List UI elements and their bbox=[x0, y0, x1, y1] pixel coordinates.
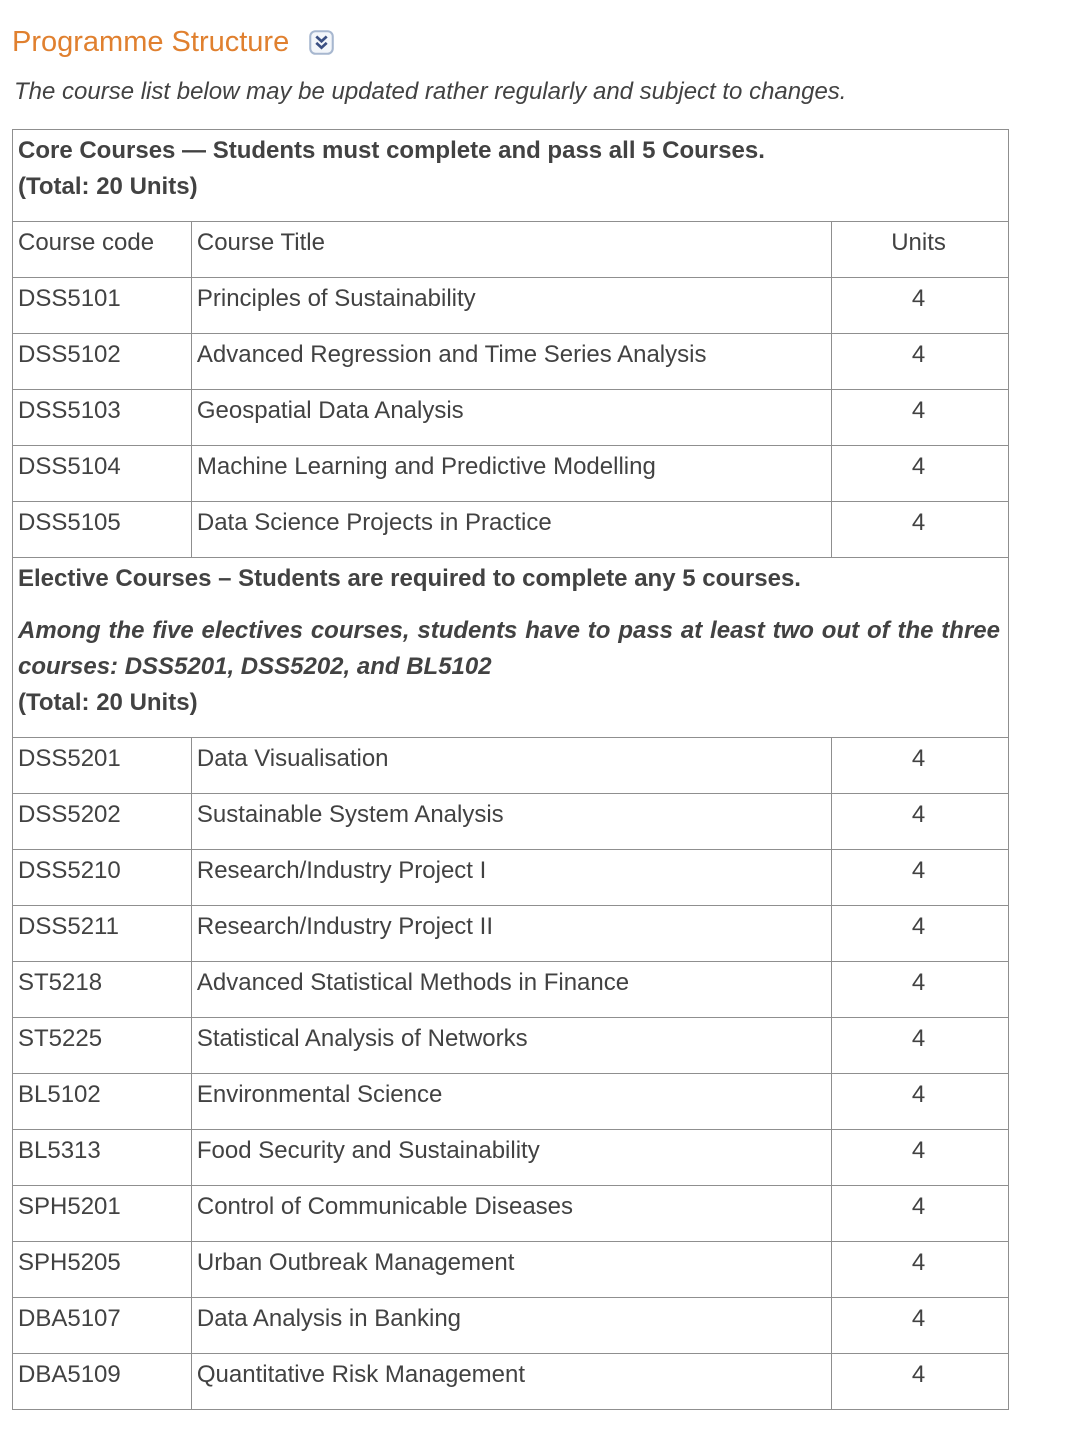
course-units: 4 bbox=[832, 446, 1009, 502]
course-code: DSS5201 bbox=[13, 738, 192, 794]
section-heading: Elective Courses – Students are required to complete any 5 courses. bbox=[18, 565, 801, 593]
column-header-units: Units bbox=[832, 222, 1009, 278]
course-title: Data Science Projects in Practice bbox=[191, 502, 831, 558]
course-title: Advanced Statistical Methods in Finance bbox=[191, 962, 831, 1018]
course-code: DSS5211 bbox=[13, 906, 192, 962]
course-row bbox=[13, 446, 1009, 502]
course-code: ST5225 bbox=[13, 1018, 192, 1074]
course-code: DBA5107 bbox=[13, 1298, 192, 1354]
course-units: 4 bbox=[832, 1298, 1009, 1354]
course-title: Environmental Science bbox=[191, 1074, 831, 1130]
section-heading: Core Courses — Students must complete and pass all 5 Courses. bbox=[18, 137, 765, 165]
course-units: 4 bbox=[832, 334, 1009, 390]
section-total: (Total: 20 Units) bbox=[18, 689, 198, 717]
course-code: SPH5205 bbox=[13, 1242, 192, 1298]
section-header-cell bbox=[13, 130, 1009, 222]
course-units: 4 bbox=[832, 1186, 1009, 1242]
course-code: DSS5102 bbox=[13, 334, 192, 390]
course-code: DSS5101 bbox=[13, 278, 192, 334]
course-code: DSS5103 bbox=[13, 390, 192, 446]
course-row bbox=[13, 278, 1009, 334]
course-row bbox=[13, 1298, 1009, 1354]
course-title: Machine Learning and Predictive Modelling bbox=[191, 446, 831, 502]
page-title: Programme Structure bbox=[12, 26, 290, 58]
course-code: DBA5109 bbox=[13, 1354, 192, 1410]
course-title: Research/Industry Project I bbox=[191, 850, 831, 906]
course-code: DSS5202 bbox=[13, 794, 192, 850]
course-code: BL5313 bbox=[13, 1130, 192, 1186]
course-units: 4 bbox=[832, 1130, 1009, 1186]
course-units: 4 bbox=[832, 390, 1009, 446]
column-header-course-title: Course Title bbox=[191, 222, 831, 278]
course-table bbox=[12, 129, 1009, 1410]
course-row bbox=[13, 794, 1009, 850]
course-units: 4 bbox=[832, 906, 1009, 962]
course-row bbox=[13, 1354, 1009, 1410]
course-units: 4 bbox=[832, 1354, 1009, 1410]
course-code: DSS5105 bbox=[13, 502, 192, 558]
course-units: 4 bbox=[832, 1018, 1009, 1074]
course-units: 4 bbox=[832, 850, 1009, 906]
course-row bbox=[13, 1186, 1009, 1242]
course-row bbox=[13, 1242, 1009, 1298]
course-row bbox=[13, 502, 1009, 558]
course-units: 4 bbox=[832, 794, 1009, 850]
course-title: Geospatial Data Analysis bbox=[191, 390, 831, 446]
course-title: Control of Communicable Diseases bbox=[191, 1186, 831, 1242]
column-header-course-code: Course code bbox=[13, 222, 192, 278]
course-code: SPH5201 bbox=[13, 1186, 192, 1242]
course-units: 4 bbox=[832, 1074, 1009, 1130]
course-row bbox=[13, 1018, 1009, 1074]
section-header-cell bbox=[13, 558, 1009, 738]
course-row bbox=[13, 334, 1009, 390]
course-title: Urban Outbreak Management bbox=[191, 1242, 831, 1298]
course-code: DSS5210 bbox=[13, 850, 192, 906]
course-row bbox=[13, 962, 1009, 1018]
section-note: Among the five electives courses, students have to pass at least two out of the three courses: DSS5201, DSS5202, and BL5102 bbox=[18, 617, 1000, 681]
course-units: 4 bbox=[832, 1242, 1009, 1298]
course-units: 4 bbox=[832, 278, 1009, 334]
course-title: Data Visualisation bbox=[191, 738, 831, 794]
course-units: 4 bbox=[832, 962, 1009, 1018]
course-title: Food Security and Sustainability bbox=[191, 1130, 831, 1186]
course-units: 4 bbox=[832, 502, 1009, 558]
course-code: ST5218 bbox=[13, 962, 192, 1018]
course-row bbox=[13, 1074, 1009, 1130]
course-table-body bbox=[13, 130, 1009, 1410]
course-title: Statistical Analysis of Networks bbox=[191, 1018, 831, 1074]
section-total: (Total: 20 Units) bbox=[18, 173, 198, 201]
course-row bbox=[13, 738, 1009, 794]
heading-row bbox=[12, 26, 1058, 59]
course-title: Research/Industry Project II bbox=[191, 906, 831, 962]
course-units: 4 bbox=[832, 738, 1009, 794]
page-subtitle: The course list below may be updated rather regularly and subject to changes. bbox=[14, 78, 847, 106]
section-header-row bbox=[13, 558, 1009, 738]
collapse-toggle-button[interactable] bbox=[309, 30, 334, 55]
course-row bbox=[13, 1130, 1009, 1186]
course-title: Principles of Sustainability bbox=[191, 278, 831, 334]
course-row bbox=[13, 850, 1009, 906]
course-title: Data Analysis in Banking bbox=[191, 1298, 831, 1354]
course-code: DSS5104 bbox=[13, 446, 192, 502]
course-row bbox=[13, 906, 1009, 962]
section-header-row bbox=[13, 130, 1009, 222]
course-code: BL5102 bbox=[13, 1074, 192, 1130]
course-title: Advanced Regression and Time Series Analysis bbox=[191, 334, 831, 390]
course-title: Sustainable System Analysis bbox=[191, 794, 831, 850]
column-header-row bbox=[13, 222, 1009, 278]
course-title: Quantitative Risk Management bbox=[191, 1354, 831, 1410]
course-row bbox=[13, 390, 1009, 446]
double-chevron-down-icon bbox=[309, 30, 334, 55]
